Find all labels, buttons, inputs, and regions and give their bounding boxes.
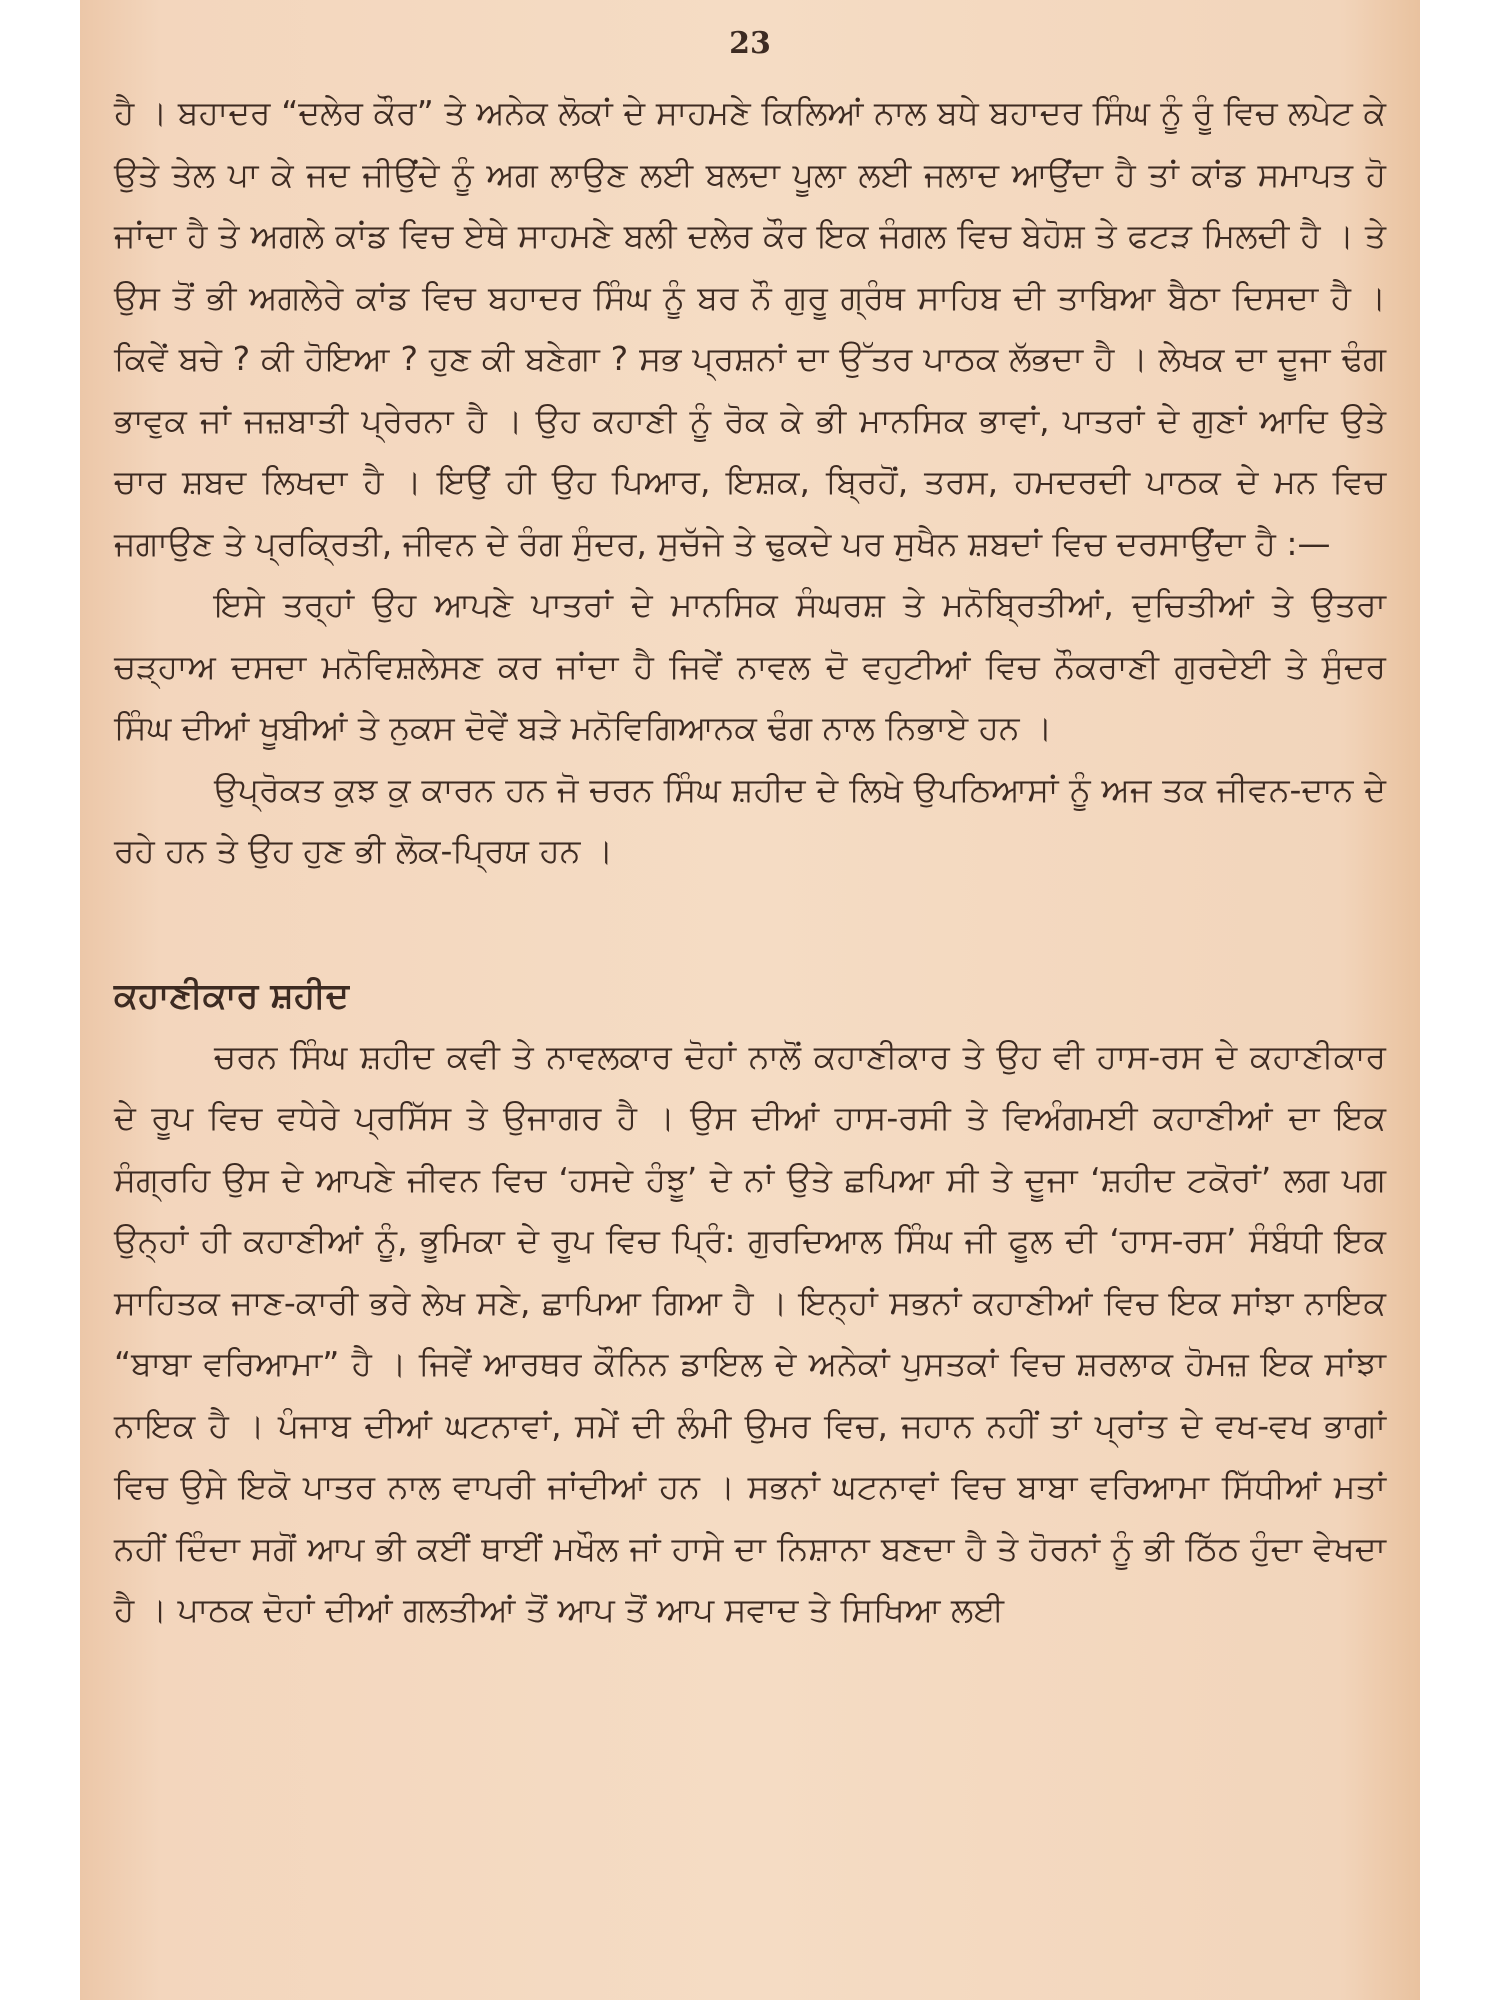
book-page: [80, 0, 1420, 2000]
page-number: 23: [729, 26, 771, 61]
paragraph-4: ਚਰਨ ਸਿੰਘ ਸ਼ਹੀਦ ਕਵੀ ਤੇ ਨਾਵਲਕਾਰ ਦੋਹਾਂ ਨਾਲੋਂ ਕਹਾਣੀਕਾਰ ਤੇ ਉਹ ਵੀ ਹਾਸ-ਰਸ ਦੇ ਕਹਾਣੀਕਾਰ ਦੇ ਰੂਪ ਵਿਚ ਵਧੇਰੇ ਪ੍ਰਸਿੱਸ ਤੇ ਉਜਾਗਰ ਹੈ । ਉਸ ਦੀਆਂ ਹਾਸ-ਰਸੀ ਤੇ ਵਿਅੰਗਮਈ ਕਹਾਣੀਆਂ ਦਾ ਇਕ ਸੰਗ੍ਰਹਿ ਉਸ ਦੇ ਆਪਣੇ ਜੀਵਨ ਵਿਚ ‘ਹਸਦੇ ਹੰਝੂ’ ਦੇ ਨਾਂ ਉਤੇ ਛਪਿਆ ਸੀ ਤੇ ਦੂਜਾ ‘ਸ਼ਹੀਦ ਟਕੋਰਾਂ’ ਲਗ ਪਗ ਉਨ੍ਹਾਂ ਹੀ ਕਹਾਣੀਆਂ ਨੂੰ, ਭੂਮਿਕਾ ਦੇ ਰੂਪ ਵਿਚ ਪ੍ਰਿੰ: ਗੁਰਦਿਆਲ ਸਿੰਘ ਜੀ ਫੂਲ ਦੀ ‘ਹਾਸ-ਰਸ’ ਸੰਬੰਧੀ ਇਕ ਸਾਹਿਤਕ ਜਾਣ-ਕਾਰੀ ਭਰੇ ਲੇਖ ਸਣੇ, ਛਾਪਿਆ ਗਿਆ ਹੈ । ਇਨ੍ਹਾਂ ਸਭਨਾਂ ਕਹਾਣੀਆਂ ਵਿਚ ਇਕ ਸਾਂਝਾ ਨਾਇਕ “ਬਾਬਾ ਵਰਿਆਮਾ” ਹੈ । ਜਿਵੇਂ ਆਰਥਰ ਕੌਨਿਨ ਡਾਇਲ ਦੇ ਅਨੇਕਾਂ ਪੁਸਤਕਾਂ ਵਿਚ ਸ਼ਰਲਾਕ ਹੋਮਜ਼ ਇਕ ਸਾਂਝਾ ਨਾਇਕ ਹੈ । ਪੰਜਾਬ ਦੀਆਂ ਘਟਨਾਵਾਂ, ਸਮੇਂ ਦੀ ਲੰਮੀ ਉਮਰ ਵਿਚ, ਜਹਾਨ ਨਹੀਂ ਤਾਂ ਪ੍ਰਾਂਤ ਦੇ ਵਖ-ਵਖ ਭਾਗਾਂ ਵਿਚ ਉਸੇ ਇਕੋ ਪਾਤਰ ਨਾਲ ਵਾਪਰੀ ਜਾਂਦੀਆਂ ਹਨ । ਸਭਨਾਂ ਘਟਨਾਵਾਂ ਵਿਚ ਬਾਬਾ ਵਰਿਆਮਾ ਸਿੱਧੀਆਂ ਮਤਾਂ ਨਹੀਂ ਦਿੰਦਾ ਸਗੋਂ ਆਪ ਭੀ ਕਈਂ ਥਾਈਂ ਮਖੌਲ ਜਾਂ ਹਾਸੇ ਦਾ ਨਿਸ਼ਾਨਾ ਬਣਦਾ ਹੈ ਤੇ ਹੋਰਨਾਂ ਨੂੰ ਭੀ ਠਿੱਠ ਹੁੰਦਾ ਵੇਖਦਾ ਹੈ । ਪਾਠਕ ਦੋਹਾਂ ਦੀਆਂ ਗਲਤੀਆਂ ਤੋਂ ਆਪ ਤੋਂ ਆਪ ਸਵਾਦ ਤੇ ਸਿਖਿਆ ਲਈ: [114, 1036, 1386, 1629]
paragraph-2: ਇਸੇ ਤਰ੍ਹਾਂ ਉਹ ਆਪਣੇ ਪਾਤਰਾਂ ਦੇ ਮਾਨਸਿਕ ਸੰਘਰਸ਼ ਤੇ ਮਨੋਬ੍ਰਿਤੀਆਂ, ਦੁਚਿਤੀਆਂ ਤੇ ਉਤਰਾ ਚੜ੍ਹਾਅ ਦਸਦਾ ਮਨੋਵਿਸ਼ਲੇਸਣ ਕਰ ਜਾਂਦਾ ਹੈ ਜਿਵੇਂ ਨਾਵਲ ਦੋ ਵਹੁਟੀਆਂ ਵਿਚ ਨੌਕਰਾਣੀ ਗੁਰਦੇਈ ਤੇ ਸੁੰਦਰ ਸਿੰਘ ਦੀਆਂ ਖੂਬੀਆਂ ਤੇ ਨੁਕਸ ਦੋਵੇਂ ਬੜੇ ਮਨੋਵਿਗਿਆਨਕ ਢੰਗ ਨਾਲ ਨਿਭਾਏ ਹਨ ।: [114, 585, 1386, 747]
paragraph-3: ਉਪ੍ਰੋਕਤ ਕੁਝ ਕੁ ਕਾਰਨ ਹਨ ਜੋ ਚਰਨ ਸਿੰਘ ਸ਼ਹੀਦ ਦੇ ਲਿਖੇ ਉਪਠਿਆਸਾਂ ਨੂੰ ਅਜ ਤਕ ਜੀਵਨ-ਦਾਨ ਦੇ ਰਹੇ ਹਨ ਤੇ ਉਹ ਹੁਣ ਭੀ ਲੋਕ-ਪ੍ਰਿਯ ਹਨ ।: [114, 769, 1386, 870]
section-heading: ਕਹਾਣੀਕਾਰ ਸ਼ਹੀਦ: [114, 975, 349, 1016]
paragraph-1: ਹੈ । ਬਹਾਦਰ “ਦਲੇਰ ਕੌਰ” ਤੇ ਅਨੇਕ ਲੋਕਾਂ ਦੇ ਸਾਹਮਣੇ ਕਿਲਿਆਂ ਨਾਲ ਬਧੇ ਬਹਾਦਰ ਸਿੰਘ ਨੂੰ ਰੂੰ ਵਿਚ ਲਪੇਟ ਕੇ ਉਤੇ ਤੇਲ ਪਾ ਕੇ ਜਦ ਜੀਉਂਦੇ ਨੂੰ ਅਗ ਲਾਉਣ ਲਈ ਬਲਦਾ ਪੂਲਾ ਲਈ ਜਲਾਦ ਆਉਂਦਾ ਹੈ ਤਾਂ ਕਾਂਡ ਸਮਾਪਤ ਹੋ ਜਾਂਦਾ ਹੈ ਤੇ ਅਗਲੇ ਕਾਂਡ ਵਿਚ ਏਥੇ ਸਾਹਮਣੇ ਬਲੀ ਦਲੇਰ ਕੌਰ ਇਕ ਜੰਗਲ ਵਿਚ ਬੇਹੋਸ਼ ਤੇ ਫਟੜ ਮਿਲਦੀ ਹੈ । ਤੇ ਉਸ ਤੋਂ ਭੀ ਅਗਲੇਰੇ ਕਾਂਡ ਵਿਚ ਬਹਾਦਰ ਸਿੰਘ ਨੂੰ ਬਰ ਨੌ ਗੁਰੂ ਗ੍ਰੰਥ ਸਾਹਿਬ ਦੀ ਤਾਬਿਆ ਬੈਠਾ ਦਿਸਦਾ ਹੈ । ਕਿਵੇਂ ਬਚੇ ? ਕੀ ਹੋਇਆ ? ਹੁਣ ਕੀ ਬਣੇਗਾ ? ਸਭ ਪ੍ਰਸ਼ਨਾਂ ਦਾ ਉੱਤਰ ਪਾਠਕ ਲੱਭਦਾ ਹੈ । ਲੇਖਕ ਦਾ ਦੂਜਾ ਢੰਗ ਭਾਵੁਕ ਜਾਂ ਜਜ਼ਬਾਤੀ ਪ੍ਰੇਰਨਾ ਹੈ । ਉਹ ਕਹਾਣੀ ਨੂੰ ਰੋਕ ਕੇ ਭੀ ਮਾਨਸਿਕ ਭਾਵਾਂ, ਪਾਤਰਾਂ ਦੇ ਗੁਣਾਂ ਆਦਿ ਉਤੇ ਚਾਰ ਸ਼ਬਦ ਲਿਖਦਾ ਹੈ । ਇਉਂ ਹੀ ਉਹ ਪਿਆਰ, ਇਸ਼ਕ, ਬ੍ਰਿਹੋਂ, ਤਰਸ, ਹਮਦਰਦੀ ਪਾਠਕ ਦੇ ਮਨ ਵਿਚ ਜਗਾਉਣ ਤੇ ਪ੍ਰਕ੍ਰਿਤੀ, ਜੀਵਨ ਦੇ ਰੰਗ ਸੁੰਦਰ, ਸੁਚੱਜੇ ਤੇ ਢੁਕਦੇ ਪਰ ਸੁਖੈਨ ਸ਼ਬਦਾਂ ਵਿਚ ਦਰਸਾਉਂਦਾ ਹੈ :—: [114, 93, 1386, 563]
